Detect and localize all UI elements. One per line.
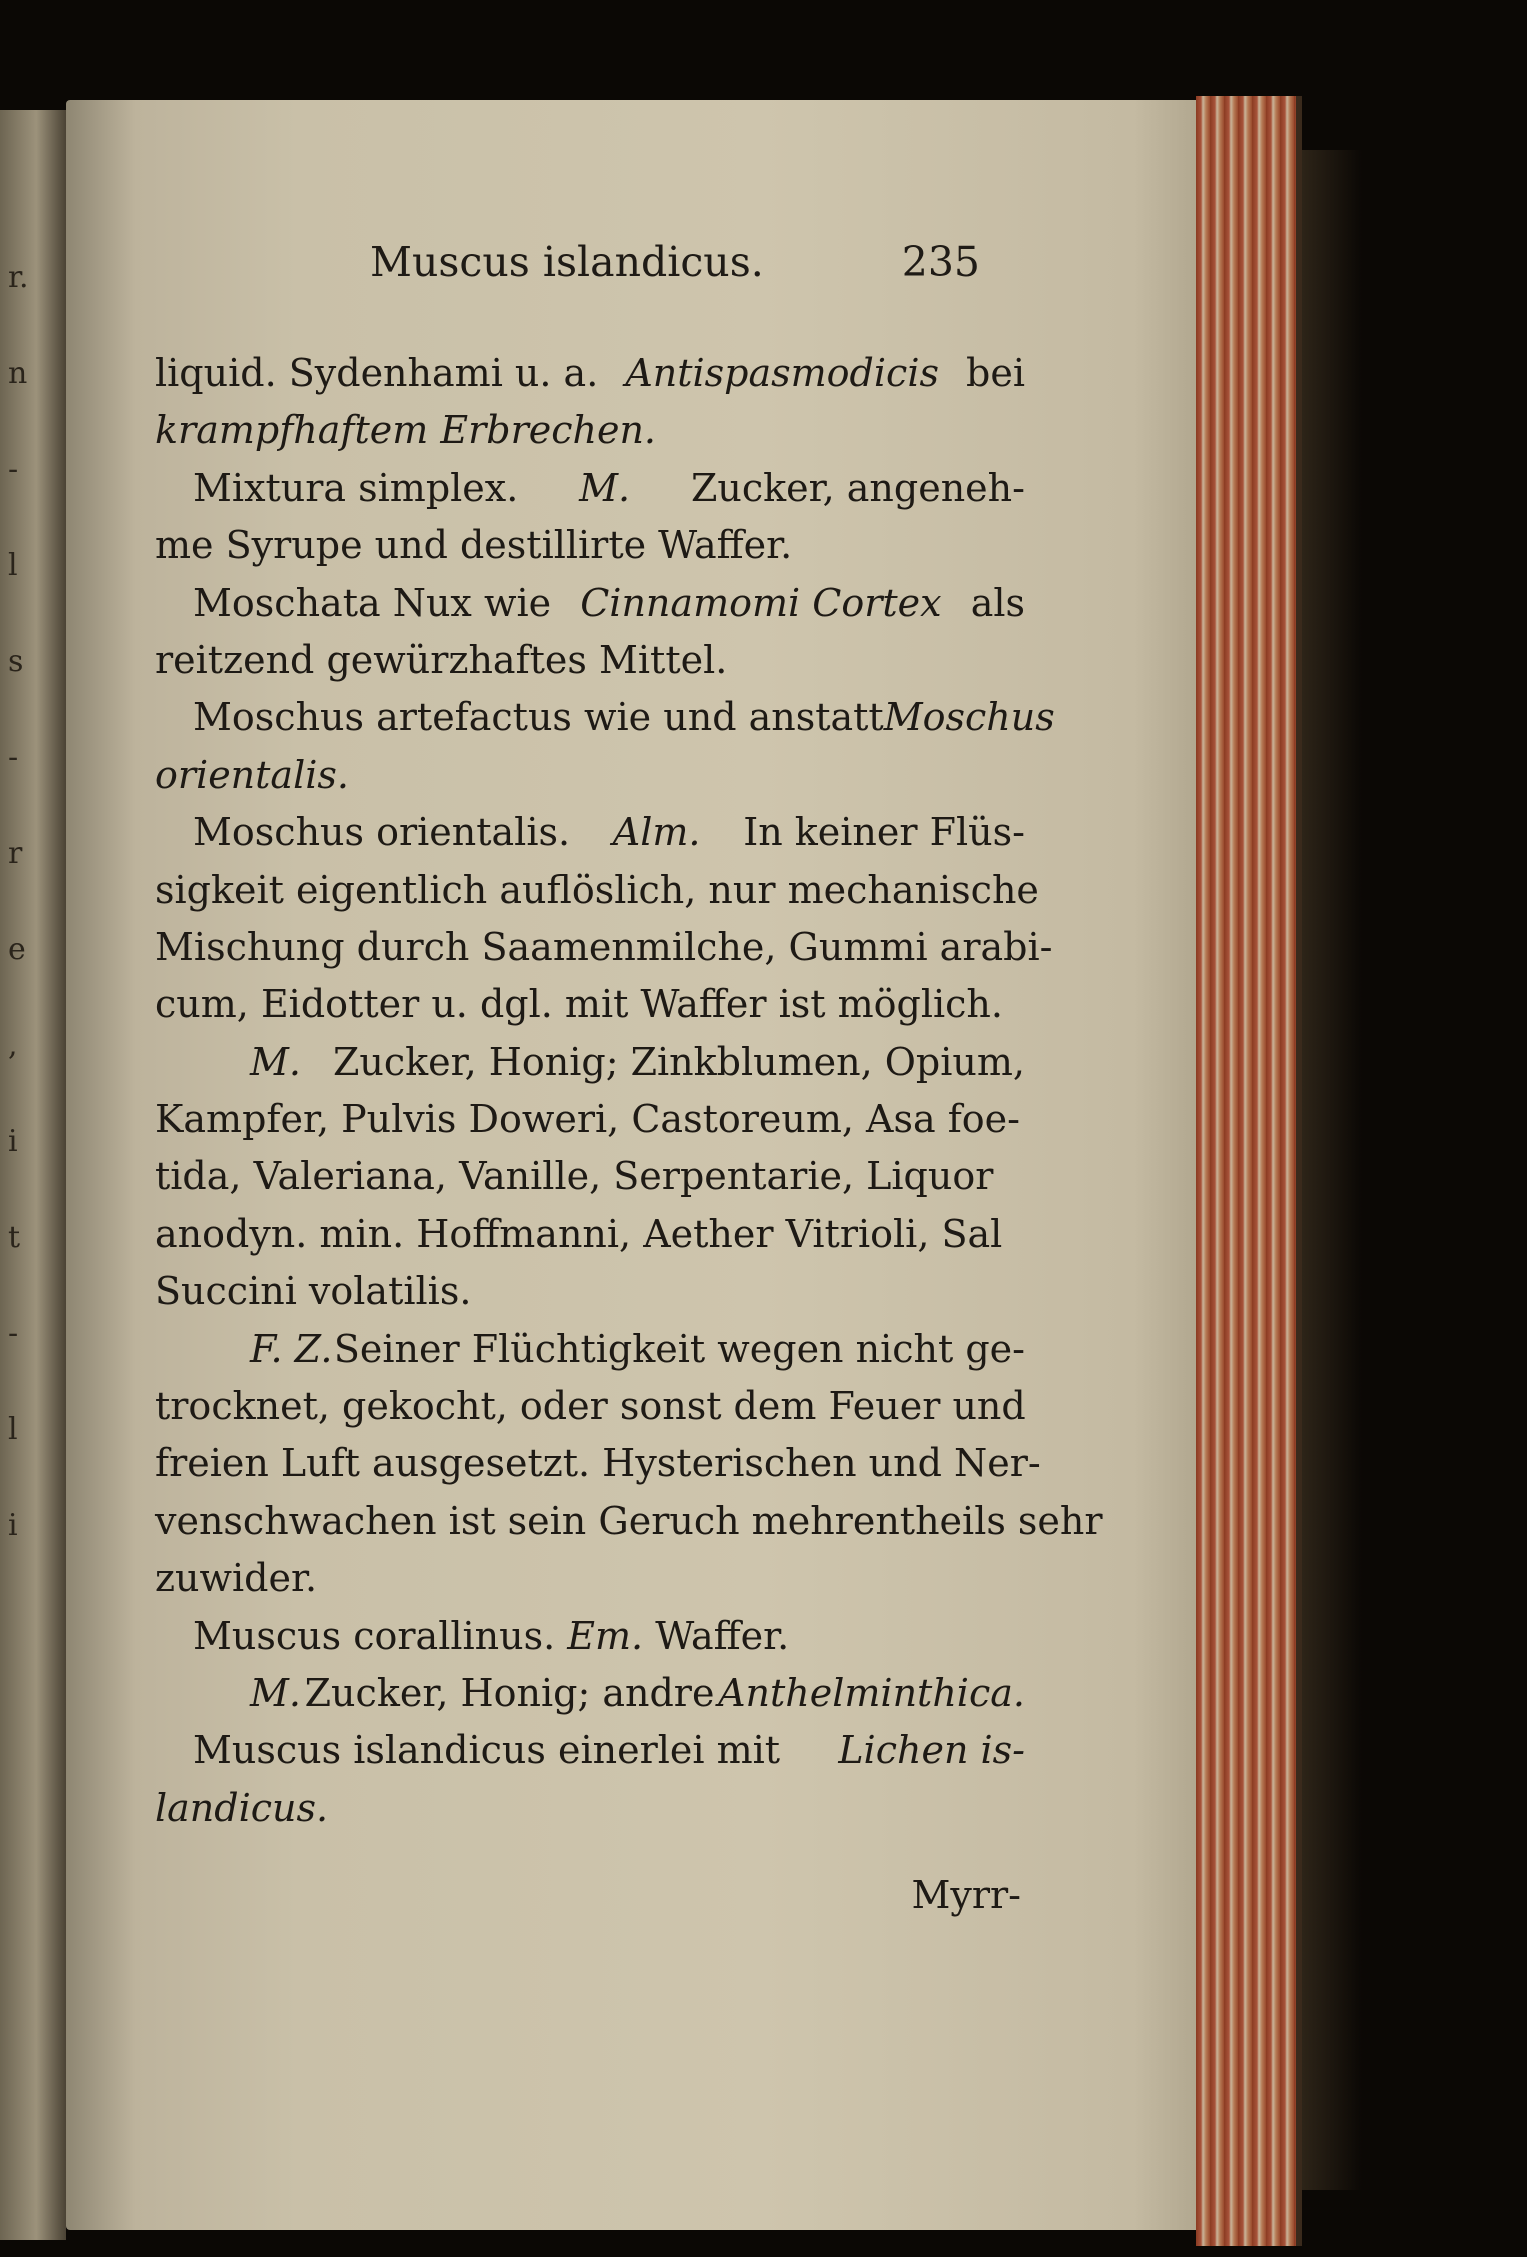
text-line: liquid. Sydenhami u. a. Antispasmodicis bei — [155, 351, 1025, 395]
facing-page-fragment: - — [8, 740, 19, 775]
text-line: trocknet, gekocht, oder sonst dem Feuer und — [155, 1384, 1026, 1429]
facing-page-fragment: l — [8, 1412, 18, 1447]
text-line: Mischung durch Saamenmilche, Gummi arabi- — [155, 924, 1053, 969]
page-header — [370, 238, 990, 298]
body-text — [155, 345, 1103, 1925]
book-spine-edge — [1196, 96, 1302, 2246]
facing-page-fragment: t — [8, 1220, 21, 1255]
page-number: 235 — [901, 238, 980, 286]
text-line: sigkeit eigentlich auflöslich, nur mechanische — [155, 867, 1039, 912]
facing-page-fragment: r. — [8, 260, 29, 295]
facing-page-fragment: i — [8, 1124, 18, 1159]
text-line: M. Zucker, Honig; andre Anthelminthica. — [250, 1670, 1025, 1715]
catchword: Myrr- — [911, 1873, 1021, 1918]
text-line: orientalis. — [155, 752, 349, 797]
text-line: Mixtura simplex. M. Zucker, angeneh- — [193, 465, 1025, 510]
text-line: venschwachen ist sein Geruch mehrentheils sehr — [155, 1498, 1103, 1543]
text-line: reitzend gewürzhaftes Mittel. — [155, 637, 728, 682]
facing-page-fragment: - — [8, 452, 19, 487]
text-line: me Syrupe und destillirte Waffer. — [155, 523, 793, 568]
text-line: landicus. — [155, 1785, 329, 1830]
text-line: Moschus artefactus wie und anstatt Moschus — [193, 695, 1055, 740]
facing-page-edge — [0, 110, 66, 2240]
spine-shadow — [1302, 150, 1362, 2190]
text-line: tida, Valeriana, Vanille, Serpentarie, Liquor — [155, 1154, 994, 1199]
text-line: M. Zucker, Honig; Zinkblumen, Opium, — [250, 1039, 1025, 1084]
text-line: F. Z. Seiner Flüchtigkeit wegen nicht ge- — [250, 1326, 1025, 1371]
running-title: Muscus islandicus. — [370, 238, 764, 286]
text-line: Succini volatilis. — [155, 1269, 472, 1314]
facing-page-fragment: - — [8, 1316, 19, 1351]
facing-page-fragment: e — [8, 932, 26, 967]
facing-page-fragment: , — [8, 1028, 18, 1063]
text-line: zuwider. — [155, 1556, 318, 1601]
text-line: Moschata Nux wie Cinnamomi Cortex als — [193, 580, 1025, 625]
facing-page-fragment: i — [8, 1508, 18, 1543]
text-line: freien Luft ausgesetzt. Hysterischen und Ner- — [155, 1441, 1041, 1486]
text-line: krampfhaftem Erbrechen. — [155, 408, 657, 453]
text-line: Muscus corallinus. Em. Waffer. — [193, 1613, 790, 1658]
facing-page-fragment: l — [8, 548, 18, 583]
text-line: cum, Eidotter u. dgl. mit Waffer ist möglich. — [155, 982, 1003, 1027]
text-line: Muscus islandicus einerlei mit Lichen is- — [193, 1728, 1025, 1773]
text-line: anodyn. min. Hoffmanni, Aether Vitrioli, Sal — [155, 1211, 1003, 1256]
facing-page-fragment: s — [8, 644, 24, 679]
text-line: Moschus orientalis. Alm. In keiner Flüs- — [193, 810, 1025, 855]
facing-page-fragment: r — [8, 836, 23, 871]
text-line: Kampfer, Pulvis Doweri, Castoreum, Asa foe- — [155, 1097, 1020, 1142]
facing-page-fragment: n — [8, 356, 28, 391]
